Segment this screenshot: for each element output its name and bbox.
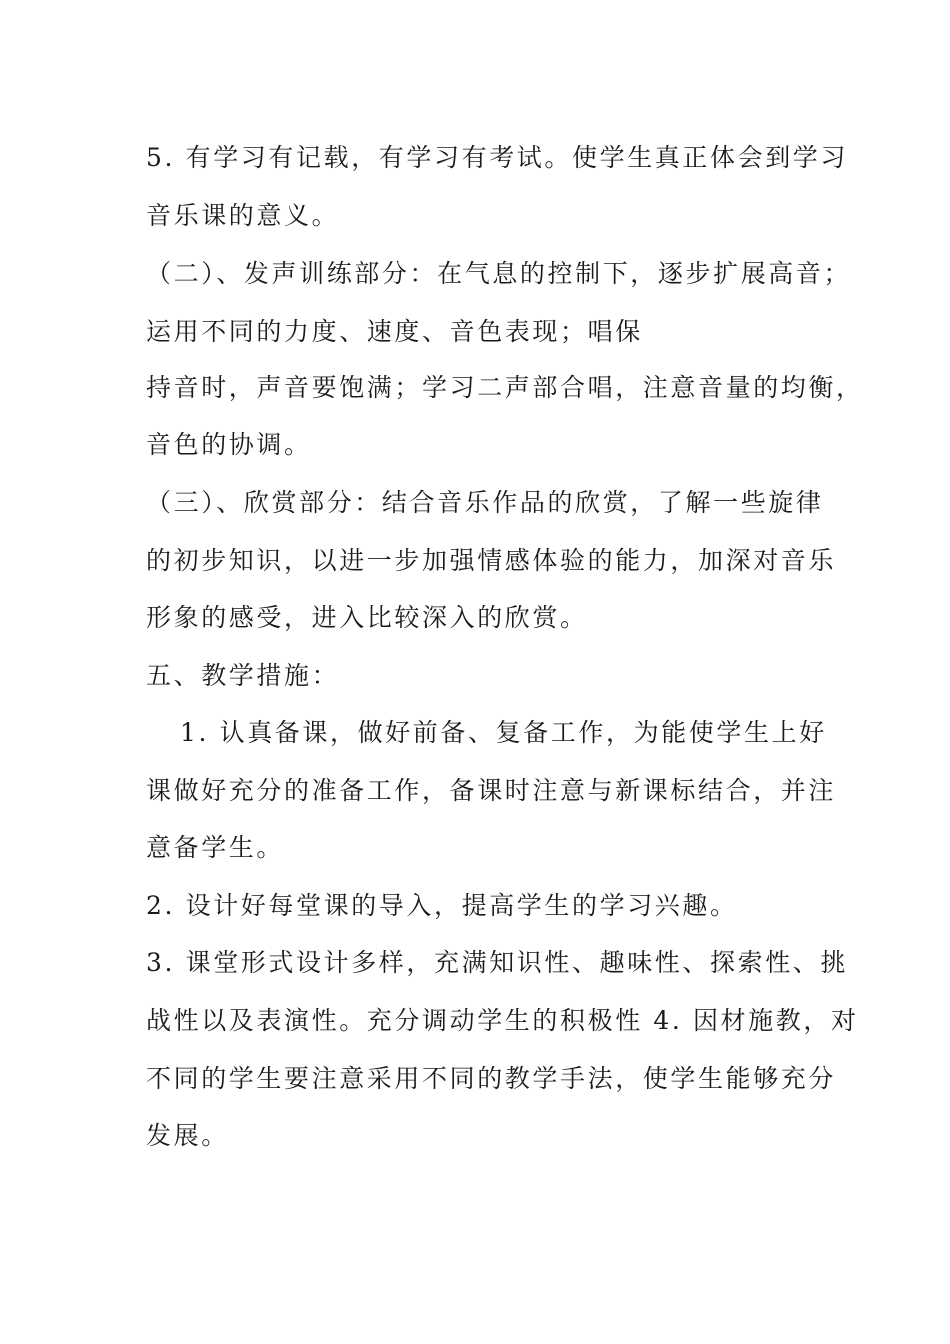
text-line: 音乐课的意义。: [146, 201, 340, 230]
text-line: 2. 设计好每堂课的导入，提高学生的学习兴趣。: [146, 891, 738, 920]
text-line: 5. 有学习有记载，有学习有考试。使学生真正体会到学习: [146, 143, 849, 172]
section-heading: 五、教学措施：: [146, 661, 340, 690]
text-line: 3. 课堂形式设计多样，充满知识性、趣味性、探索性、挑: [146, 948, 849, 977]
text-line: 音色的协调。: [146, 430, 312, 459]
text-line: 课做好充分的准备工作，备课时注意与新课标结合，并注: [146, 776, 837, 805]
text-line: 1. 认真备课，做好前备、复备工作，为能使学生上好: [180, 718, 827, 747]
text-line: （三）、欣赏部分：结合音乐作品的欣赏，了解一些旋律: [146, 488, 824, 517]
text-line: 战性以及表演性。充分调动学生的积极性 4. 因材施教，对: [146, 1006, 859, 1035]
text-line: 运用不同的力度、速度、音色表现；唱保: [146, 317, 643, 346]
text-line: 的初步知识，以进一步加强情感体验的能力，加深对音乐: [146, 546, 837, 575]
text-line: 发展。: [146, 1121, 229, 1150]
text-line: （二）、发声训练部分：在气息的控制下，逐步扩展高音；: [146, 259, 852, 288]
text-line: 形象的感受，进入比较深入的欣赏。: [146, 603, 588, 632]
text-line: 持音时，声音要饱满；学习二声部合唱，注意音量的均衡，: [146, 373, 864, 402]
text-line: 意备学生。: [146, 833, 285, 862]
text-line: 不同的学生要注意采用不同的教学手法，使学生能够充分: [146, 1064, 837, 1093]
